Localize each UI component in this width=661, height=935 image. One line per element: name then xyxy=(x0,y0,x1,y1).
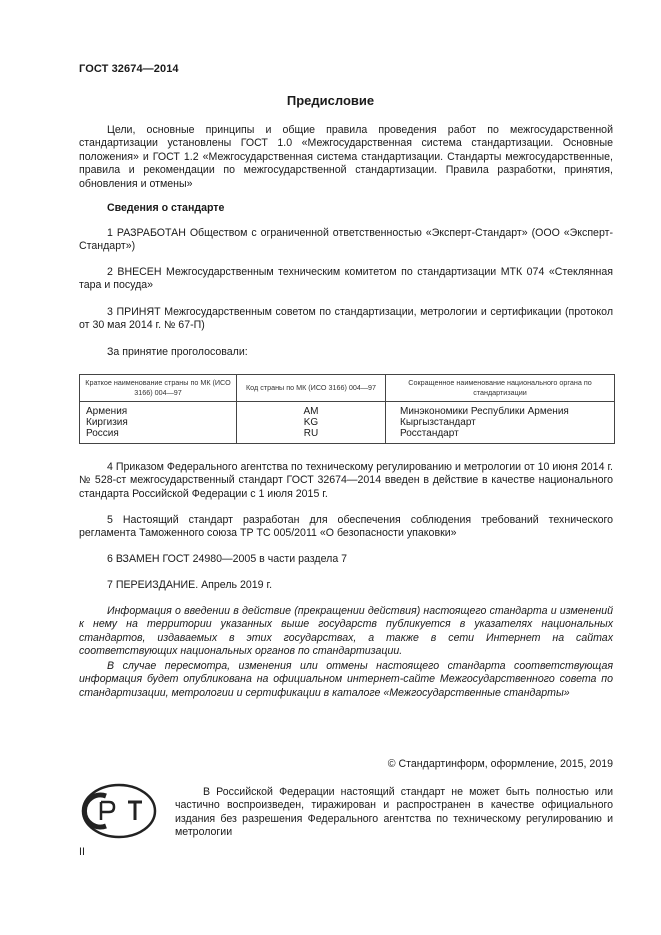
standards-body: Кыргызстандарт xyxy=(400,417,476,428)
header-body: Сокращенное наименование национального органа по стандартизации xyxy=(386,375,615,402)
country-code: KG xyxy=(303,417,319,428)
item-7: 7 ПЕРЕИЗДАНИЕ. Апрель 2019 г. xyxy=(107,579,273,591)
page-number: II xyxy=(79,846,85,858)
standards-body: Росстандарт xyxy=(400,428,459,439)
standards-body: Минэкономики Республики Армения xyxy=(400,406,569,417)
country-code: RU xyxy=(303,428,319,439)
item-3: 3 ПРИНЯТ Межгосударственным советом по стандартизации, метрологии и сертификации (протокол от 30 мая 2014 г. № 67-П) xyxy=(79,306,613,332)
country-name: Россия xyxy=(86,428,119,439)
rst-logo-icon xyxy=(80,782,158,845)
item-6: 6 ВЗАМЕН ГОСТ 24980—2005 в части раздела 7 xyxy=(107,553,348,565)
page-title: Предисловие xyxy=(286,93,375,108)
item-4: 4 Приказом Федерального агентства по техническому регулированию и метрологии от 10 июня 2014 г. № 528-ст межгосударственный стандарт ГОСТ 32674—2014 введен в действие в качестве национального стандарта Российской Федерации с 1 июля 2015 г. xyxy=(79,461,613,500)
document-id: ГОСТ 32674—2014 xyxy=(79,63,179,75)
body-cell xyxy=(386,402,615,444)
copyright: © Стандартинформ, оформление, 2015, 2019 xyxy=(387,758,613,770)
item-2: 2 ВНЕСЕН Межгосударственным техническим комитетом по стандартизации МТК 074 «Стеклянная тара и посуда» xyxy=(79,266,613,292)
info-paragraph-1: Информация о введении в действие (прекращении действия) настоящего стандарта и изменений к нему на территории указанных выше государств публикуется в указателях национальных стандартов, издаваемых в этих государствах, а также в сети Интернет на сайтах соответствующих национальных органов по стандартизации. xyxy=(79,605,613,658)
country-name: Армения xyxy=(86,406,128,417)
vote-table-header xyxy=(80,375,615,402)
item-5: 5 Настоящий стандарт разработан для обеспечения соблюдения требований технического регламента Таможенного союза ТР ТС 005/2011 «О безопасности упаковки» xyxy=(79,514,613,540)
country-name: Киргизия xyxy=(86,417,128,428)
code-cell xyxy=(237,402,386,444)
section-title: Сведения о стандарте xyxy=(107,202,225,214)
table-row xyxy=(80,402,615,444)
vote-table xyxy=(79,374,615,444)
intro-paragraph: Цели, основные принципы и общие правила проведения работ по межгосударственной стандартизации установлены ГОСТ 1.0 «Межгосударственная система стандартизации. Основные положения» и ГОСТ 1.2 «Межгосударственная система стандартизации. Стандарты межгосударственные, правила и рекомендации по межгосударственной стандартизации. Правила разработки, принятия, обновления и отмены» xyxy=(79,124,613,190)
header-code: Код страны по МК (ИСО 3166) 004—97 xyxy=(237,375,386,402)
voted-label: За принятие проголосовали: xyxy=(107,346,248,358)
copyright-notice: В Российской Федерации настоящий стандарт не может быть полностью или частично воспроизведен, тиражирован и распространен в качестве официального издания без разрешения Федерального агентства по техническому регулированию и метрологии xyxy=(175,786,613,839)
info-paragraph-2: В случае пересмотра, изменения или отмены настоящего стандарта соответствующая информация будет опубликована на официальном интернет-сайте Межгосударственного совета по стандартизации, метрологии и сертификации в каталоге «Межгосударственные стандарты» xyxy=(79,660,613,699)
header-country: Краткое наименование страны по МК (ИСО 3166) 004—97 xyxy=(80,375,237,402)
country-code: AM xyxy=(303,406,319,417)
vote-table-wrapper xyxy=(79,374,615,444)
country-cell xyxy=(80,402,237,444)
item-1: 1 РАЗРАБОТАН Обществом с ограниченной ответственностью «Эксперт-Стандарт» (ООО «Эксперт-Стандарт») xyxy=(79,227,613,253)
